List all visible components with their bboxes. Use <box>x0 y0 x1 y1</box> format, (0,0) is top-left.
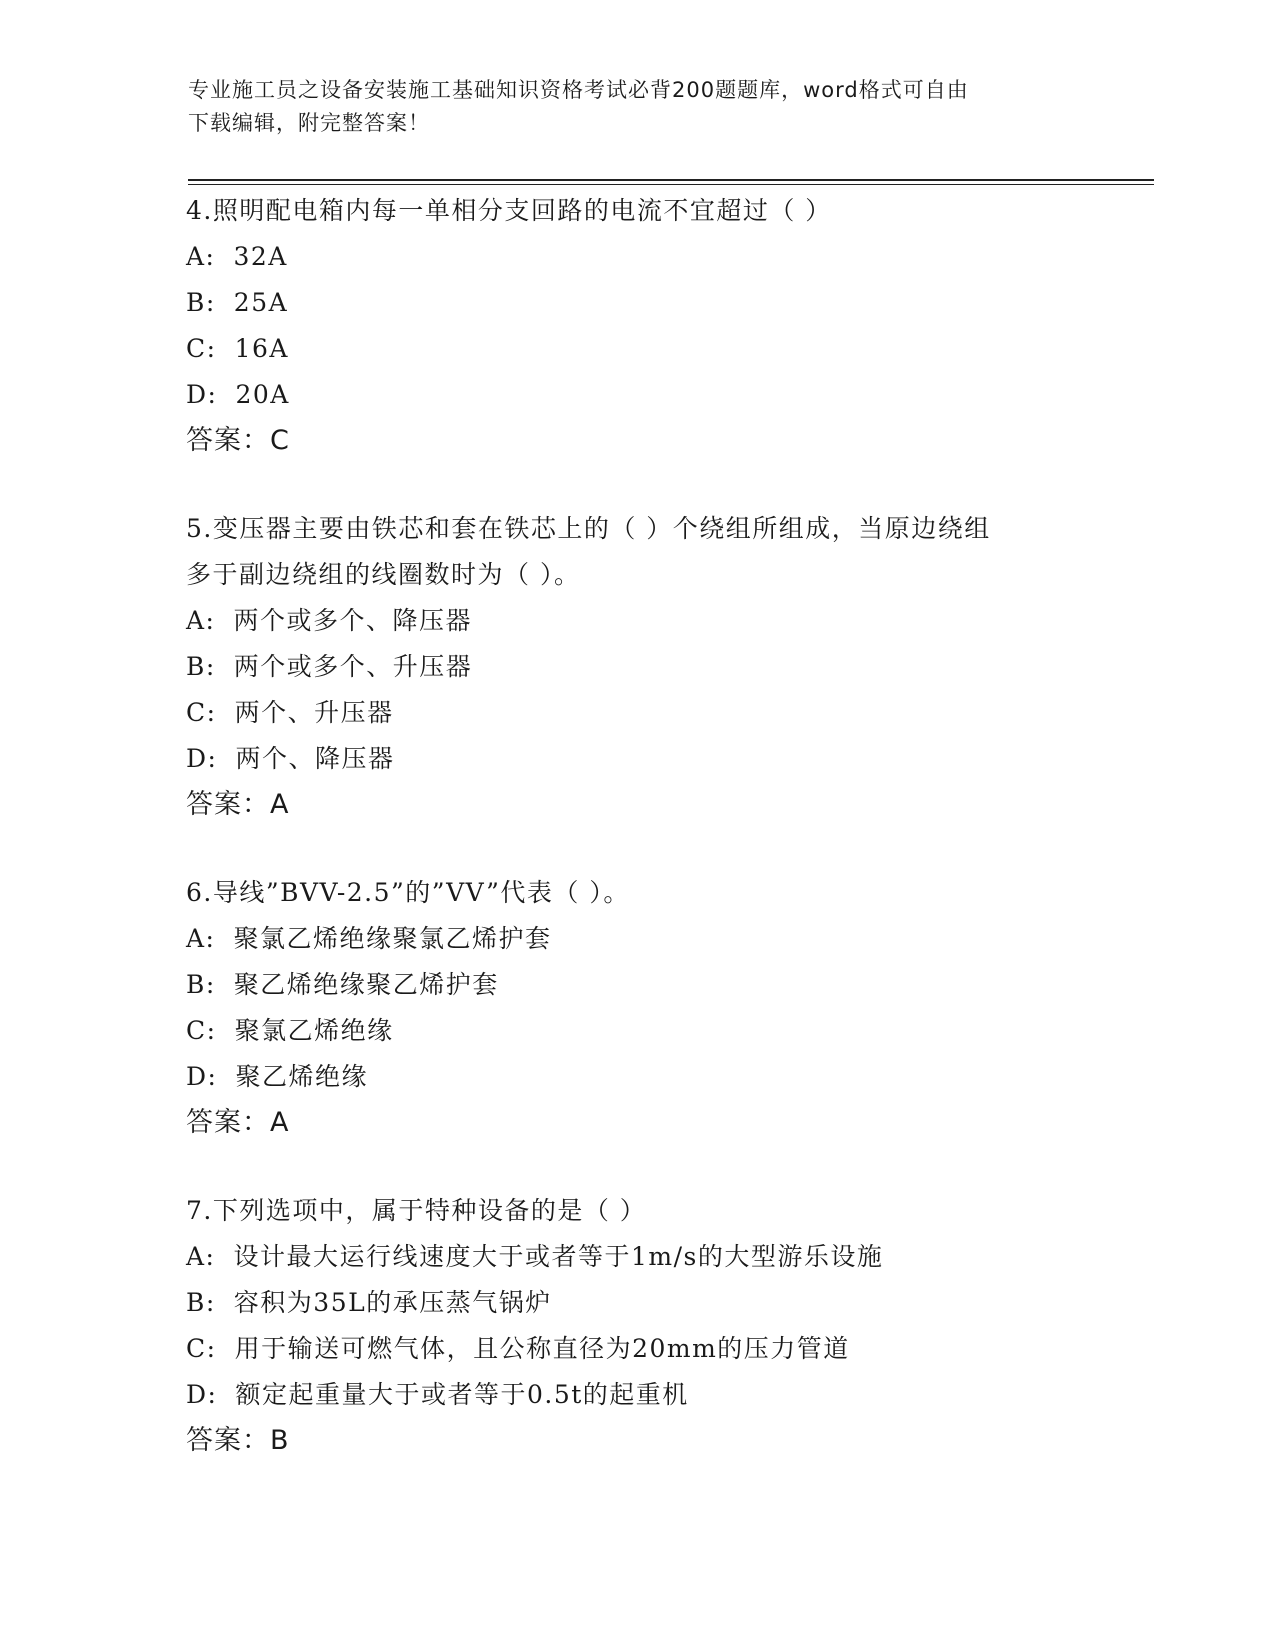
option-text: 两个、降压器 <box>235 744 395 773</box>
option-key: A: <box>186 1242 216 1271</box>
option-text: 聚氯乙烯绝缘 <box>234 1016 394 1045</box>
header-line-1: 专业施工员之设备安装施工基础知识资格考试必背200题题库，word格式可自由 <box>188 78 969 102</box>
option-text: 两个、升压器 <box>234 698 394 727</box>
option-row <box>186 372 1146 418</box>
option-text: 20A <box>235 380 290 409</box>
option-key: B: <box>186 652 216 681</box>
option-row <box>186 736 1146 782</box>
option-text: 聚乙烯绝缘聚乙烯护套 <box>233 970 499 999</box>
option-text: 额定起重量大于或者等于0.5t的起重机 <box>235 1380 689 1409</box>
question-block <box>186 506 1146 828</box>
header-divider-thick <box>188 179 1154 181</box>
answer-line <box>186 1100 1146 1146</box>
option-text: 两个或多个、升压器 <box>233 652 473 681</box>
option-row <box>186 644 1146 690</box>
option-key: A: <box>186 924 216 953</box>
option-text: 16A <box>234 334 289 363</box>
option-row <box>186 598 1146 644</box>
option-key: D: <box>186 1380 218 1409</box>
answer-label: 答案： <box>186 789 270 820</box>
question-block <box>186 870 1146 1146</box>
option-key: D: <box>186 1062 218 1091</box>
answer-value: A <box>270 789 290 820</box>
option-row <box>186 1234 1146 1280</box>
option-row <box>186 1280 1146 1326</box>
answer-line <box>186 418 1146 464</box>
answer-label: 答案： <box>186 1107 270 1138</box>
option-row <box>186 326 1146 372</box>
option-text: 容积为35L的承压蒸气锅炉 <box>233 1288 552 1317</box>
answer-value: A <box>270 1107 290 1138</box>
option-key: D: <box>186 744 218 773</box>
option-row <box>186 280 1146 326</box>
answer-label: 答案： <box>186 425 270 456</box>
option-row <box>186 1054 1146 1100</box>
option-key: C: <box>186 334 217 363</box>
option-key: C: <box>186 1016 217 1045</box>
option-row <box>186 234 1146 280</box>
option-text: 两个或多个、降压器 <box>233 606 472 635</box>
option-text: 设计最大运行线速度大于或者等于1m/s的大型游乐设施 <box>233 1242 884 1271</box>
answer-value: B <box>270 1425 290 1456</box>
answer-line <box>186 1418 1146 1464</box>
option-key: B: <box>186 970 216 999</box>
option-key: B: <box>186 288 216 317</box>
answer-label: 答案： <box>186 1425 270 1456</box>
document-header <box>188 74 1088 140</box>
option-key: B: <box>186 1288 216 1317</box>
answer-line <box>186 782 1146 828</box>
option-row <box>186 1372 1146 1418</box>
question-block <box>186 188 1146 464</box>
answer-value: C <box>270 425 290 456</box>
option-row <box>186 1008 1146 1054</box>
question-stem: 4.照明配电箱内每一单相分支回路的电流不宜超过（ ） <box>186 196 832 225</box>
option-row <box>186 1326 1146 1372</box>
header-divider-thin <box>188 184 1154 185</box>
option-key: C: <box>186 698 217 727</box>
option-text: 聚氯乙烯绝缘聚氯乙烯护套 <box>233 924 552 953</box>
question-block <box>186 1188 1146 1464</box>
option-row <box>186 962 1146 1008</box>
question-list <box>186 188 1146 1506</box>
option-text: 聚乙烯绝缘 <box>235 1062 368 1091</box>
option-row <box>186 690 1146 736</box>
option-text: 用于输送可燃气体，且公称直径为20mm的压力管道 <box>234 1334 850 1363</box>
option-key: A: <box>186 242 216 271</box>
question-stem: 多于副边绕组的线圈数时为（ ）。 <box>186 560 581 589</box>
option-text: 32A <box>233 242 288 271</box>
header-line-2: 下载编辑，附完整答案！ <box>188 111 430 135</box>
option-key: D: <box>186 380 218 409</box>
question-stem: 7.下列选项中，属于特种设备的是（ ） <box>186 1196 647 1225</box>
option-text: 25A <box>233 288 289 317</box>
option-key: C: <box>186 1334 217 1363</box>
question-stem: 6.导线”BVV-2.5”的”VV”代表（ ）。 <box>186 878 630 907</box>
question-stem: 5.变压器主要由铁芯和套在铁芯上的（ ）个绕组所组成，当原边绕组 <box>186 514 991 543</box>
option-row <box>186 916 1146 962</box>
option-key: A: <box>186 606 216 635</box>
